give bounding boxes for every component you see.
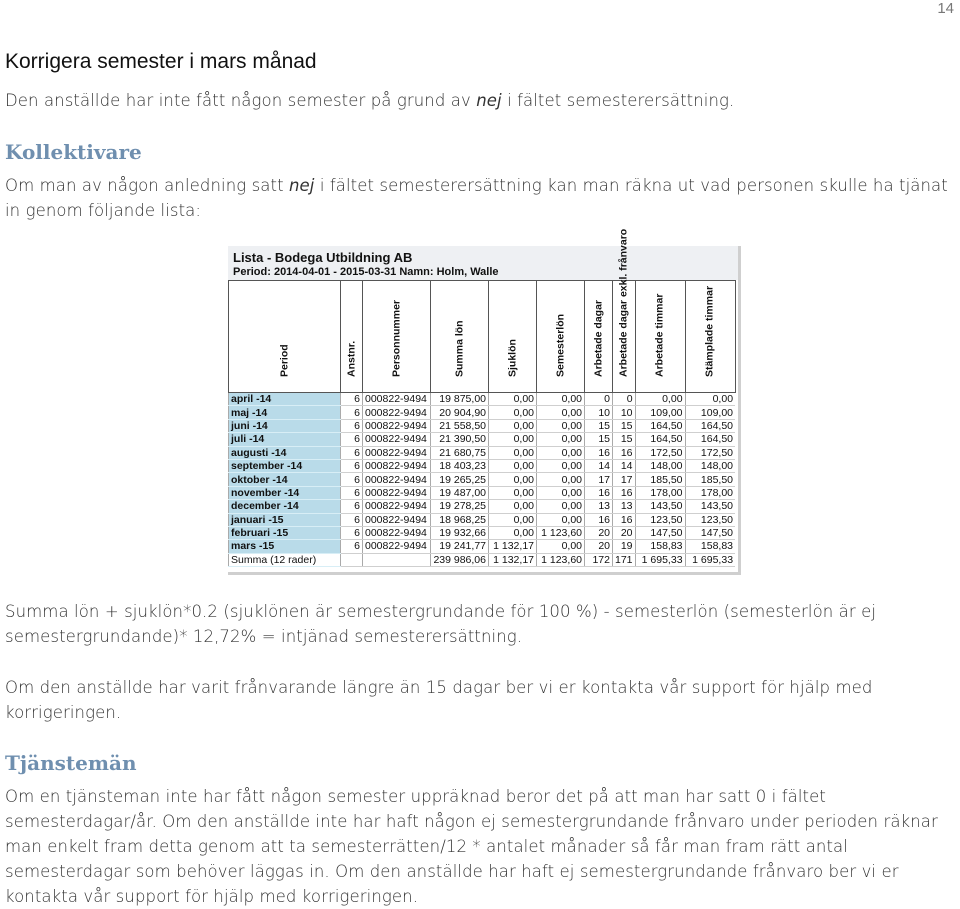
table-cell: 6	[341, 540, 363, 553]
table-row	[229, 526, 736, 539]
table-cell: 164,50	[685, 433, 735, 446]
table-cell: 17	[613, 473, 636, 486]
column-header-label: Period	[278, 344, 290, 377]
table-cell: 19 265,25	[431, 473, 489, 486]
table-cell: 20	[585, 526, 613, 539]
table-cell: 18 968,25	[431, 513, 489, 526]
table-cell: februari -15	[229, 526, 341, 539]
table-cell: 0,00	[489, 393, 537, 406]
table-cell: november -14	[229, 486, 341, 499]
table-cell: september -14	[229, 459, 341, 472]
table-cell: 143,50	[685, 500, 735, 513]
table-cell: 0	[585, 393, 613, 406]
table-cell: april -14	[229, 393, 341, 406]
table-cell: 000822-9494	[363, 433, 431, 446]
table-cell: oktober -14	[229, 473, 341, 486]
table-cell: 172,50	[685, 446, 735, 459]
table-cell: 1 132,17	[489, 540, 537, 553]
table-cell: 185,50	[685, 473, 735, 486]
table-cell: 164,50	[635, 433, 685, 446]
kollektivare-paragraph	[5, 173, 950, 223]
formula-paragraph: Summa lön + sjuklön*0.2 (sjuklönen är semestergrundande för 100 %) - semesterlön (semesterlön är ej semestergrundande)* 12,72% = intjänad semesterersättning.	[5, 602, 877, 646]
table-cell: 0,00	[537, 473, 585, 486]
column-header-label: Semesterlön	[554, 313, 566, 377]
table-row	[229, 513, 736, 526]
table-cell: 148,00	[685, 459, 735, 472]
intro-emphasis: nej	[476, 91, 502, 110]
table-cell: 0,00	[489, 526, 537, 539]
table-cell: 16	[613, 486, 636, 499]
table-cell: 158,83	[635, 540, 685, 553]
table-cell: 0,00	[489, 406, 537, 419]
table-cell: 15	[585, 433, 613, 446]
column-header-label: Arbetade dagar exkl. frånvaro	[617, 228, 630, 377]
table-cell: juni -14	[229, 419, 341, 432]
table-cell: 0,00	[635, 393, 685, 406]
table-cell: december -14	[229, 500, 341, 513]
page-number: 14	[937, 0, 954, 17]
table-cell: 123,50	[685, 513, 735, 526]
table-cell: 0,00	[537, 540, 585, 553]
table-cell: maj -14	[229, 406, 341, 419]
support-paragraph: Om den anställde har varit frånvarande längre än 15 dagar ber vi er kontakta vår support för hjälp med korrigeringen.	[5, 678, 873, 722]
list-period-line: Period: 2014-04-01 - 2015-03-31 Namn: Holm, Walle	[233, 266, 499, 278]
table-row	[229, 540, 736, 553]
column-header-label: Stämplade timmar	[703, 285, 716, 377]
table-cell: 0,00	[489, 513, 537, 526]
table-cell: 18 403,23	[431, 459, 489, 472]
table-cell: 1 123,60	[537, 553, 585, 566]
table-cell: 164,50	[635, 419, 685, 432]
table-cell: 147,50	[685, 526, 735, 539]
table-cell: 0,00	[537, 433, 585, 446]
table-cell: 0,00	[537, 459, 585, 472]
list-header	[228, 246, 738, 280]
intro-paragraph	[5, 88, 734, 113]
table-cell: 185,50	[635, 473, 685, 486]
table-cell: 0	[613, 393, 636, 406]
table-cell: 172,50	[635, 446, 685, 459]
table-cell: 178,00	[685, 486, 735, 499]
table-header-row	[229, 281, 736, 393]
kollektivare-emphasis: nej	[289, 176, 315, 195]
intro-text-after: i fältet semesterersättning.	[501, 91, 735, 110]
table-cell: 10	[613, 406, 636, 419]
section-title-tjansteman: Tjänstemän	[5, 751, 137, 775]
table-row	[229, 459, 736, 472]
intro-text-before: Den anställde har inte fått någon semester på grund av	[5, 91, 477, 110]
table-cell: 16	[613, 446, 636, 459]
table-cell: 0,00	[537, 393, 585, 406]
table-cell: 20	[585, 540, 613, 553]
table-cell: 0,00	[489, 433, 537, 446]
table-cell: 15	[613, 433, 636, 446]
column-header	[229, 281, 341, 393]
column-header-label: Anstnr.	[345, 340, 357, 377]
column-header	[431, 281, 489, 393]
table-cell: 6	[341, 526, 363, 539]
table-cell: 19 487,00	[431, 486, 489, 499]
table-cell: 6	[341, 500, 363, 513]
table-cell: 164,50	[685, 419, 735, 432]
table-cell: 6	[341, 446, 363, 459]
table-cell: 19 932,66	[431, 526, 489, 539]
table-cell: Summa (12 rader)	[229, 553, 341, 566]
table-cell: 123,50	[635, 513, 685, 526]
table-cell: 143,50	[635, 500, 685, 513]
table-cell: 20 904,90	[431, 406, 489, 419]
list-screenshot	[228, 228, 741, 575]
table-cell: 000822-9494	[363, 526, 431, 539]
column-header	[363, 281, 431, 393]
table-cell: 0,00	[489, 419, 537, 432]
table-cell: 000822-9494	[363, 393, 431, 406]
table-cell: 148,00	[635, 459, 685, 472]
table-cell: 21 558,50	[431, 419, 489, 432]
column-header	[585, 281, 613, 393]
table-cell: 20	[613, 526, 636, 539]
table-cell: januari -15	[229, 513, 341, 526]
table-cell: mars -15	[229, 540, 341, 553]
table-cell: 16	[585, 513, 613, 526]
table-cell: 0,00	[489, 500, 537, 513]
table-row	[229, 433, 736, 446]
table-cell: 15	[613, 419, 636, 432]
table-cell: 178,00	[635, 486, 685, 499]
table-cell: 1 132,17	[489, 553, 537, 566]
table-cell: 19 241,77	[431, 540, 489, 553]
table-row	[229, 419, 736, 432]
table-cell: 0,00	[537, 446, 585, 459]
table-cell: 172	[585, 553, 613, 566]
table-cell: 000822-9494	[363, 473, 431, 486]
table-cell: 0,00	[537, 406, 585, 419]
section-title-kollektivare: Kollektivare	[5, 140, 142, 164]
table-cell: 17	[585, 473, 613, 486]
table-cell: 16	[613, 513, 636, 526]
column-header	[537, 281, 585, 393]
list-title: Lista - Bodega Utbildning AB	[233, 250, 413, 265]
table-cell: 6	[341, 486, 363, 499]
table-cell: 19 278,25	[431, 500, 489, 513]
column-header-label: Sjuklön	[506, 339, 518, 377]
table-cell: 000822-9494	[363, 500, 431, 513]
column-header-label: Personnummer	[390, 299, 402, 377]
table-cell: 000822-9494	[363, 486, 431, 499]
table-row	[229, 500, 736, 513]
table-cell: 1 695,33	[635, 553, 685, 566]
kollektivare-text-after: i fältet semesterersättning kan man räkna ut vad personen skulle ha tjänat in genom följande lista:	[5, 176, 948, 220]
table-row	[229, 486, 736, 499]
table-cell: 6	[341, 393, 363, 406]
table-cell: 14	[613, 459, 636, 472]
table-cell: juli -14	[229, 433, 341, 446]
column-header	[635, 281, 685, 393]
table-cell: 6	[341, 419, 363, 432]
column-header-label: Summa lön	[453, 320, 465, 377]
table-cell: 000822-9494	[363, 446, 431, 459]
column-header	[613, 228, 636, 393]
table-cell: 0,00	[537, 486, 585, 499]
table-cell: 158,83	[685, 540, 735, 553]
table-cell: 1 695,33	[685, 553, 735, 566]
column-header	[685, 281, 735, 393]
page-title: Korrigera semester i mars månad	[5, 50, 317, 73]
column-header	[341, 281, 363, 393]
table-cell: 13	[585, 500, 613, 513]
table-cell: 6	[341, 513, 363, 526]
table-cell: 109,00	[685, 406, 735, 419]
table-cell: 000822-9494	[363, 513, 431, 526]
table-cell: 19	[613, 540, 636, 553]
kollektivare-text-before: Om man av någon anledning satt	[5, 176, 289, 195]
table-cell: 15	[585, 419, 613, 432]
table-cell: 000822-9494	[363, 419, 431, 432]
table-cell: 171	[613, 553, 636, 566]
table-cell: 147,50	[635, 526, 685, 539]
table-cell: 000822-9494	[363, 406, 431, 419]
table-cell: 6	[341, 406, 363, 419]
table-cell: 0,00	[489, 446, 537, 459]
table-cell: 14	[585, 459, 613, 472]
table-cell	[341, 553, 363, 566]
table-row	[229, 406, 736, 419]
table-cell	[363, 553, 431, 566]
table-cell: 239 986,06	[431, 553, 489, 566]
table-cell: 0,00	[537, 513, 585, 526]
column-header	[489, 281, 537, 393]
table-cell: 0,00	[685, 393, 735, 406]
table-cell: 6	[341, 459, 363, 472]
table-cell: 21 680,75	[431, 446, 489, 459]
table-cell: 0,00	[537, 419, 585, 432]
table-cell: 109,00	[635, 406, 685, 419]
table-cell: 0,00	[489, 459, 537, 472]
table-cell: 21 390,50	[431, 433, 489, 446]
table-cell: 16	[585, 486, 613, 499]
table-row	[229, 446, 736, 459]
table-cell: 0,00	[537, 500, 585, 513]
table-cell: 000822-9494	[363, 459, 431, 472]
table-row	[229, 393, 736, 406]
table-cell: 0,00	[489, 486, 537, 499]
table-row	[229, 473, 736, 486]
table-cell: 0,00	[489, 473, 537, 486]
column-header-label: Arbetade timmar	[653, 293, 666, 377]
table-cell: 6	[341, 433, 363, 446]
table-cell: 13	[613, 500, 636, 513]
table-cell: 19 875,00	[431, 393, 489, 406]
table-cell: 10	[585, 406, 613, 419]
table-sum-row	[229, 553, 736, 566]
table-cell: 6	[341, 473, 363, 486]
table-cell: 1 123,60	[537, 526, 585, 539]
table-cell: 16	[585, 446, 613, 459]
table-cell: 000822-9494	[363, 540, 431, 553]
column-header-label: Arbetade dagar	[592, 299, 604, 377]
table-cell: augusti -14	[229, 446, 341, 459]
tjansteman-paragraph: Om en tjänsteman inte har fått någon semester uppräknad beror det på att man har satt 0 i fältet semesterdagar/år. Om den anställde inte har haft någon ej semestergrundande frånvaro under perioden räknar man enkelt fram detta genom att ta semesterrätten/12 * antalet månader så får man fram rätt antal semesterdagar som behöver läggas in. Om den anställde har haft ej semestergrundande frånvaro ber vi er kontakta vår support för hjälp med korrigeringen.	[5, 787, 938, 906]
